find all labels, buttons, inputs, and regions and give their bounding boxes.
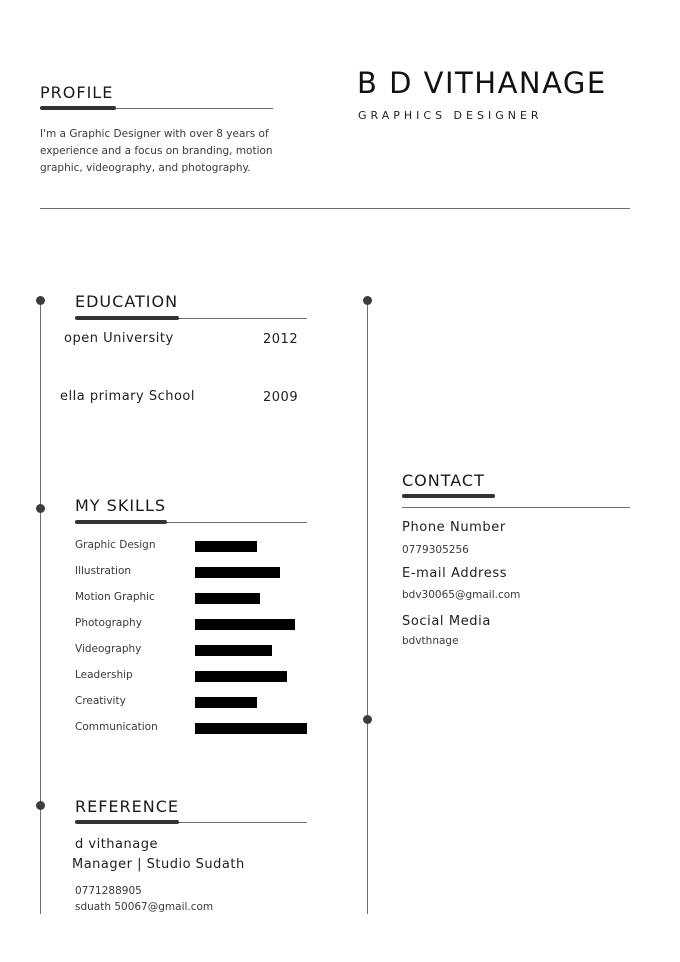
skill-label: Photography (75, 617, 142, 629)
skill-level-bar (195, 671, 287, 682)
profile-text (40, 126, 300, 177)
skills-accent-bar (75, 520, 167, 524)
phone-value: 0779305256 (402, 544, 469, 556)
email-value: bdv30065@gmail.com (402, 589, 521, 601)
education-year: 2012 (263, 332, 299, 347)
education-year: 2009 (263, 390, 299, 405)
timeline-dot-education (36, 296, 45, 305)
skill-label: Illustration (75, 565, 132, 577)
left-timeline (40, 300, 41, 914)
resume-name: B D VITHANAGE (357, 66, 607, 100)
reference-accent-bar (75, 820, 179, 824)
education-school: ella primary School (60, 389, 195, 404)
contact-heading: CONTACT (402, 471, 485, 490)
reference-phone: 0771288905 (75, 885, 142, 897)
skill-label: Leadership (75, 669, 133, 681)
header-divider (40, 208, 630, 209)
middle-timeline (367, 300, 368, 914)
profile-line: graphic, videography, and photography. (40, 162, 251, 174)
profile-line: experience and a focus on branding, motion (40, 145, 273, 157)
skill-level-bar (195, 723, 307, 734)
skill-label: Motion Graphic (75, 591, 155, 603)
education-heading: EDUCATION (75, 292, 179, 311)
contact-rule (402, 507, 630, 508)
social-value: bdvthnage (402, 635, 459, 647)
job-title: GRAPHICS DESIGNER (358, 109, 543, 122)
profile-accent-bar (40, 106, 116, 110)
skills-heading: MY SKILLS (75, 496, 167, 515)
profile-line: I'm a Graphic Designer with over 8 years of (40, 128, 269, 140)
timeline-dot-top (363, 296, 372, 305)
reference-heading: REFERENCE (75, 797, 180, 816)
skill-label: Creativity (75, 695, 126, 707)
timeline-dot-bottom (363, 715, 372, 724)
reference-email: sduath 50067@gmail.com (75, 901, 214, 913)
skill-level-bar (195, 619, 295, 630)
skill-label: Communication (75, 721, 158, 733)
skill-level-bar (195, 567, 280, 578)
skill-level-bar (195, 541, 257, 552)
skill-level-bar (195, 645, 272, 656)
phone-label: Phone Number (402, 520, 506, 535)
skill-level-bar (195, 697, 257, 708)
skill-level-bar (195, 593, 260, 604)
education-accent-bar (75, 316, 179, 320)
skill-label: Videography (75, 643, 142, 655)
timeline-dot-skills (36, 504, 45, 513)
social-label: Social Media (402, 614, 491, 629)
email-label: E-mail Address (402, 566, 508, 581)
profile-heading: PROFILE (40, 83, 114, 102)
reference-name: d vithanage (75, 837, 158, 852)
contact-accent-bar (402, 494, 495, 498)
education-school: open University (64, 331, 174, 346)
timeline-dot-reference (36, 801, 45, 810)
reference-role: Manager | Studio Sudath (72, 857, 245, 872)
skill-label: Graphic Design (75, 539, 156, 551)
